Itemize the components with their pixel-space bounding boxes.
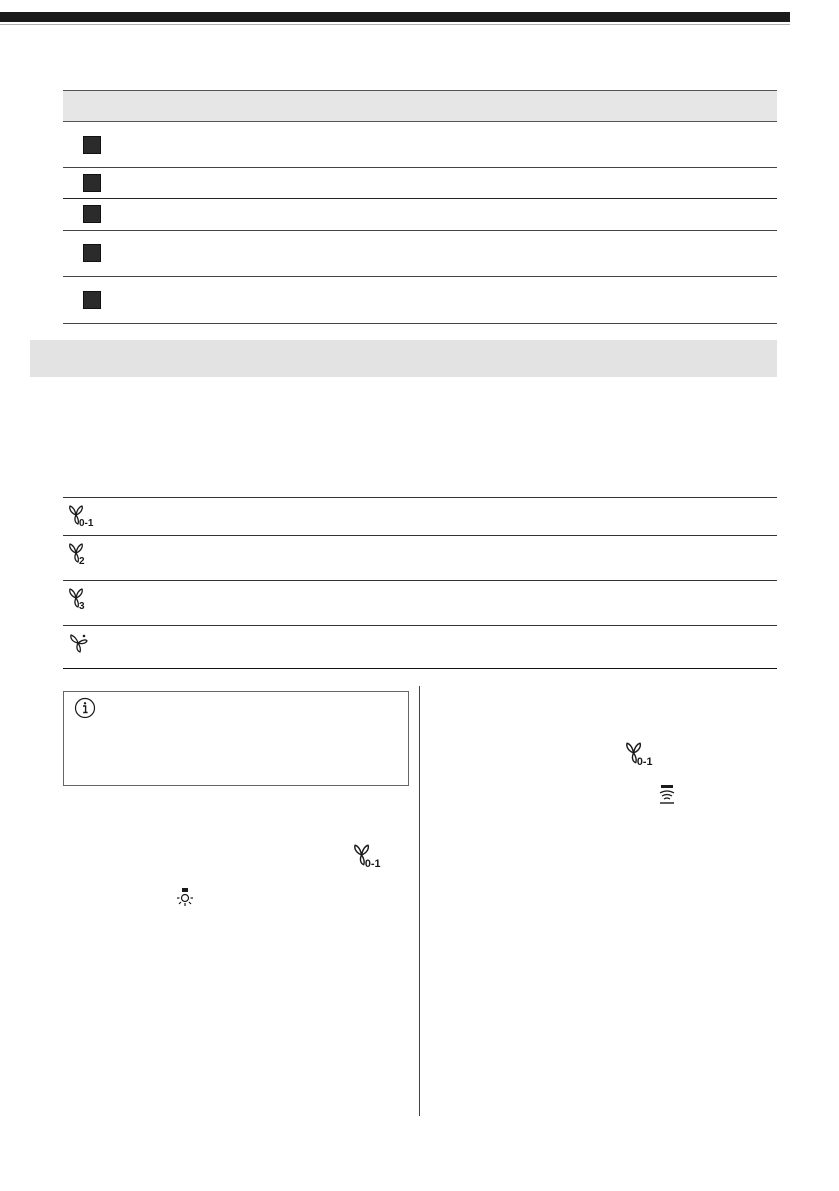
table-row	[63, 497, 777, 535]
table-row	[63, 168, 777, 199]
fan-speed-0-1-icon	[350, 843, 384, 869]
fan-intensive-icon	[67, 632, 95, 656]
table-row	[63, 535, 777, 580]
table-bottom-rule	[63, 668, 777, 669]
fan-speed-0-1-icon	[67, 504, 95, 528]
info-note-box	[63, 691, 409, 786]
table-row	[63, 580, 777, 625]
table-header	[63, 90, 777, 122]
table-row	[63, 277, 777, 324]
section-heading-band	[30, 340, 777, 377]
svg-text:0-1: 0-1	[364, 857, 381, 869]
control-square-icon	[83, 291, 101, 309]
control-square-icon	[83, 174, 101, 192]
light-icon	[174, 887, 196, 909]
fan-speed-3-icon	[67, 587, 95, 611]
table-row	[63, 121, 777, 168]
fan-speed-0-1-icon	[622, 741, 656, 767]
svg-text:0-1: 0-1	[636, 755, 653, 767]
svg-text:3: 3	[79, 601, 85, 611]
table-row	[63, 199, 777, 231]
top-rule	[0, 12, 790, 22]
info-icon	[74, 697, 96, 719]
table-row	[63, 231, 777, 277]
control-square-icon	[83, 136, 101, 154]
top-rule-thin	[0, 24, 790, 25]
column-divider	[419, 686, 420, 1116]
control-square-icon	[83, 244, 101, 262]
table-row	[63, 625, 777, 669]
fan-speed-2-icon	[67, 542, 95, 566]
svg-text:2: 2	[79, 556, 85, 566]
hob-to-hood-icon	[656, 784, 678, 806]
control-square-icon	[83, 205, 101, 223]
svg-text:0-1: 0-1	[79, 518, 94, 528]
